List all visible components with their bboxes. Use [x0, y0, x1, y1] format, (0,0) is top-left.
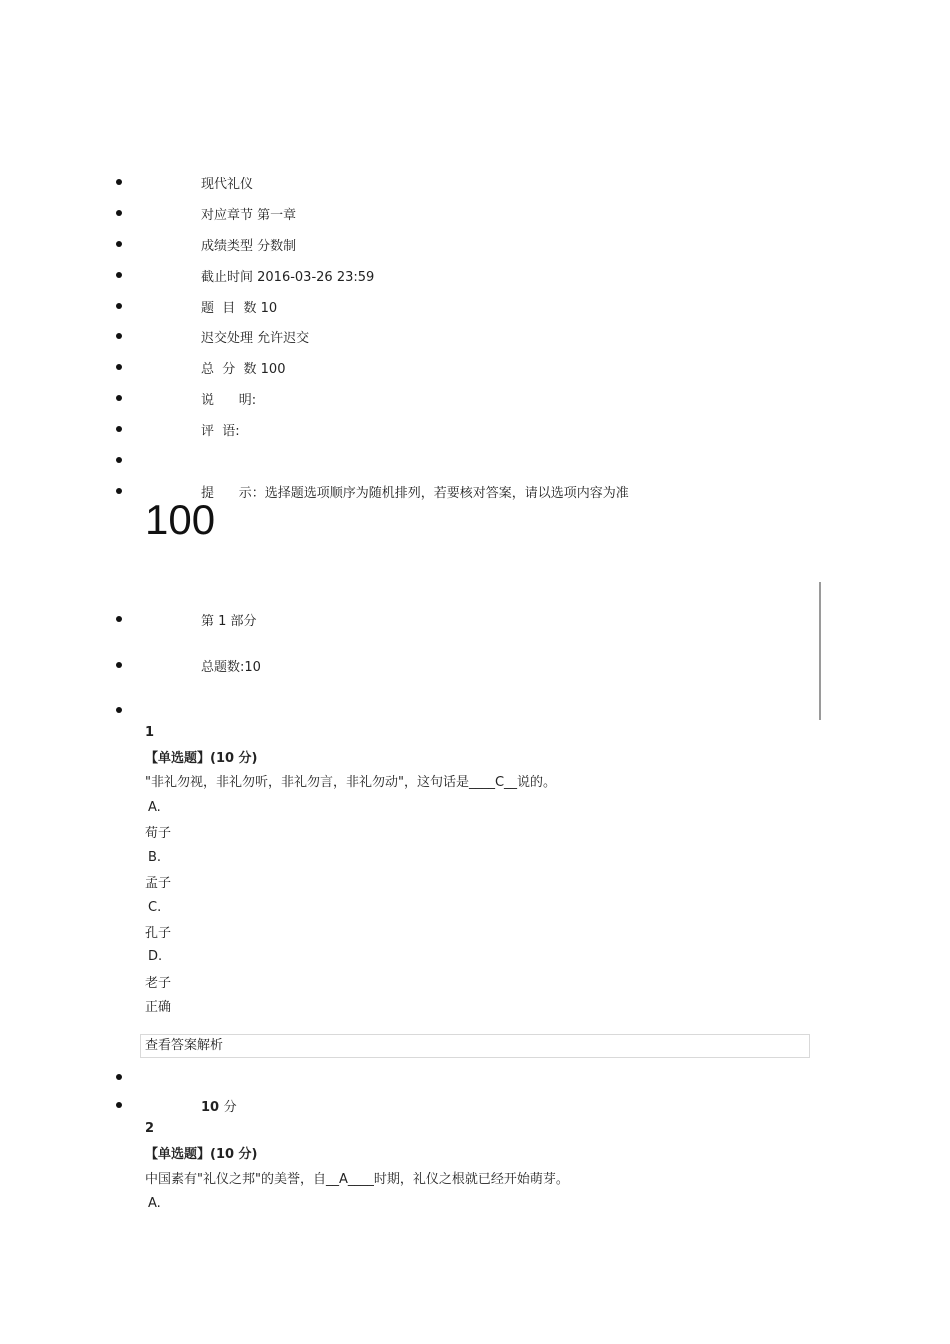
section-title: 第 1 部分	[201, 614, 257, 629]
course-title: 现代礼仪	[201, 177, 254, 192]
bullet-icon	[116, 616, 122, 622]
question-2-number: 2	[145, 1121, 155, 1136]
bullet-icon	[116, 707, 122, 713]
info-item-chapter	[0, 207, 900, 227]
info-item-grade-type	[0, 238, 900, 258]
bullet-icon	[116, 179, 122, 185]
comment-label: 评 语:	[201, 424, 240, 439]
option-b-letter: B.	[148, 850, 162, 865]
separator-item	[0, 1071, 900, 1091]
question-1-number: 1	[145, 725, 155, 740]
description-label: 说 明:	[201, 393, 257, 408]
info-item-comment	[0, 423, 900, 443]
info-item-total-score	[0, 361, 900, 381]
bullet-icon	[116, 488, 122, 494]
bullet-icon	[116, 210, 122, 216]
total-score-label: 总 分 数 100	[201, 362, 286, 377]
bullet-icon	[116, 662, 122, 668]
bullet-icon	[116, 333, 122, 339]
question-1-type: 【单选题】(10 分)	[145, 751, 258, 766]
score-display: 100	[145, 496, 216, 543]
info-item-course	[0, 176, 900, 196]
chapter-label: 对应章节 第一章	[201, 208, 297, 223]
option-a-text: 荀子	[145, 826, 172, 841]
view-answer-label[interactable]: 查看答案解析	[145, 1038, 224, 1053]
question-2-score-value: 10	[201, 1100, 220, 1115]
option-d-letter: D.	[148, 949, 163, 964]
bullet-icon	[116, 426, 122, 432]
bullet-icon	[116, 241, 122, 247]
section-title-item	[0, 613, 900, 633]
option-b-text: 孟子	[145, 876, 172, 891]
question-1-text: "非礼勿视，非礼勿听，非礼勿言，非礼勿动"，这句话是____C__说的。	[145, 775, 557, 790]
info-item-description	[0, 392, 900, 412]
info-item-question-count	[0, 300, 900, 320]
info-item-deadline	[0, 269, 900, 289]
bullet-icon	[116, 272, 122, 278]
bullet-icon	[116, 395, 122, 401]
tip-label: 提 示：选择题选项顺序为随机排列，若要核对答案，请以选项内容为准	[201, 486, 629, 501]
bullet-icon	[116, 303, 122, 309]
late-policy-label: 迟交处理 允许迟交	[201, 331, 310, 346]
option-c-text: 孔子	[145, 926, 172, 941]
grade-type-label: 成绩类型 分数制	[201, 239, 297, 254]
question-2-item	[0, 1099, 900, 1119]
question-1-item	[0, 704, 900, 724]
option-c-letter: C.	[148, 900, 162, 915]
option-a-letter: A.	[148, 800, 161, 815]
deadline-label: 截止时间 2016-03-26 23:59	[201, 270, 375, 285]
info-item-empty	[0, 454, 900, 474]
bullet-icon	[116, 364, 122, 370]
info-item-tip	[0, 485, 900, 505]
bullet-icon	[116, 1074, 122, 1080]
question-2-score-unit: 分	[223, 1100, 237, 1115]
section-total: 总题数:10	[201, 660, 261, 675]
question-2-type: 【单选题】(10 分)	[145, 1147, 258, 1162]
bullet-icon	[116, 1102, 122, 1108]
info-item-late-policy	[0, 330, 900, 350]
section-total-item	[0, 659, 900, 679]
scrollbar[interactable]	[819, 582, 821, 720]
question-2-text: 中国素有"礼仪之邦"的美誉，自__A____时期，礼仪之根就已经开始萌芽。	[145, 1172, 569, 1187]
question-count-label: 题 目 数 10	[201, 301, 278, 316]
question-2-option-a-letter: A.	[148, 1196, 161, 1211]
question-2-score	[201, 1099, 237, 1117]
bullet-icon	[116, 457, 122, 463]
view-answer-button[interactable]	[140, 1034, 810, 1058]
question-1-result: 正确	[145, 1000, 172, 1015]
option-d-text: 老子	[145, 976, 172, 991]
